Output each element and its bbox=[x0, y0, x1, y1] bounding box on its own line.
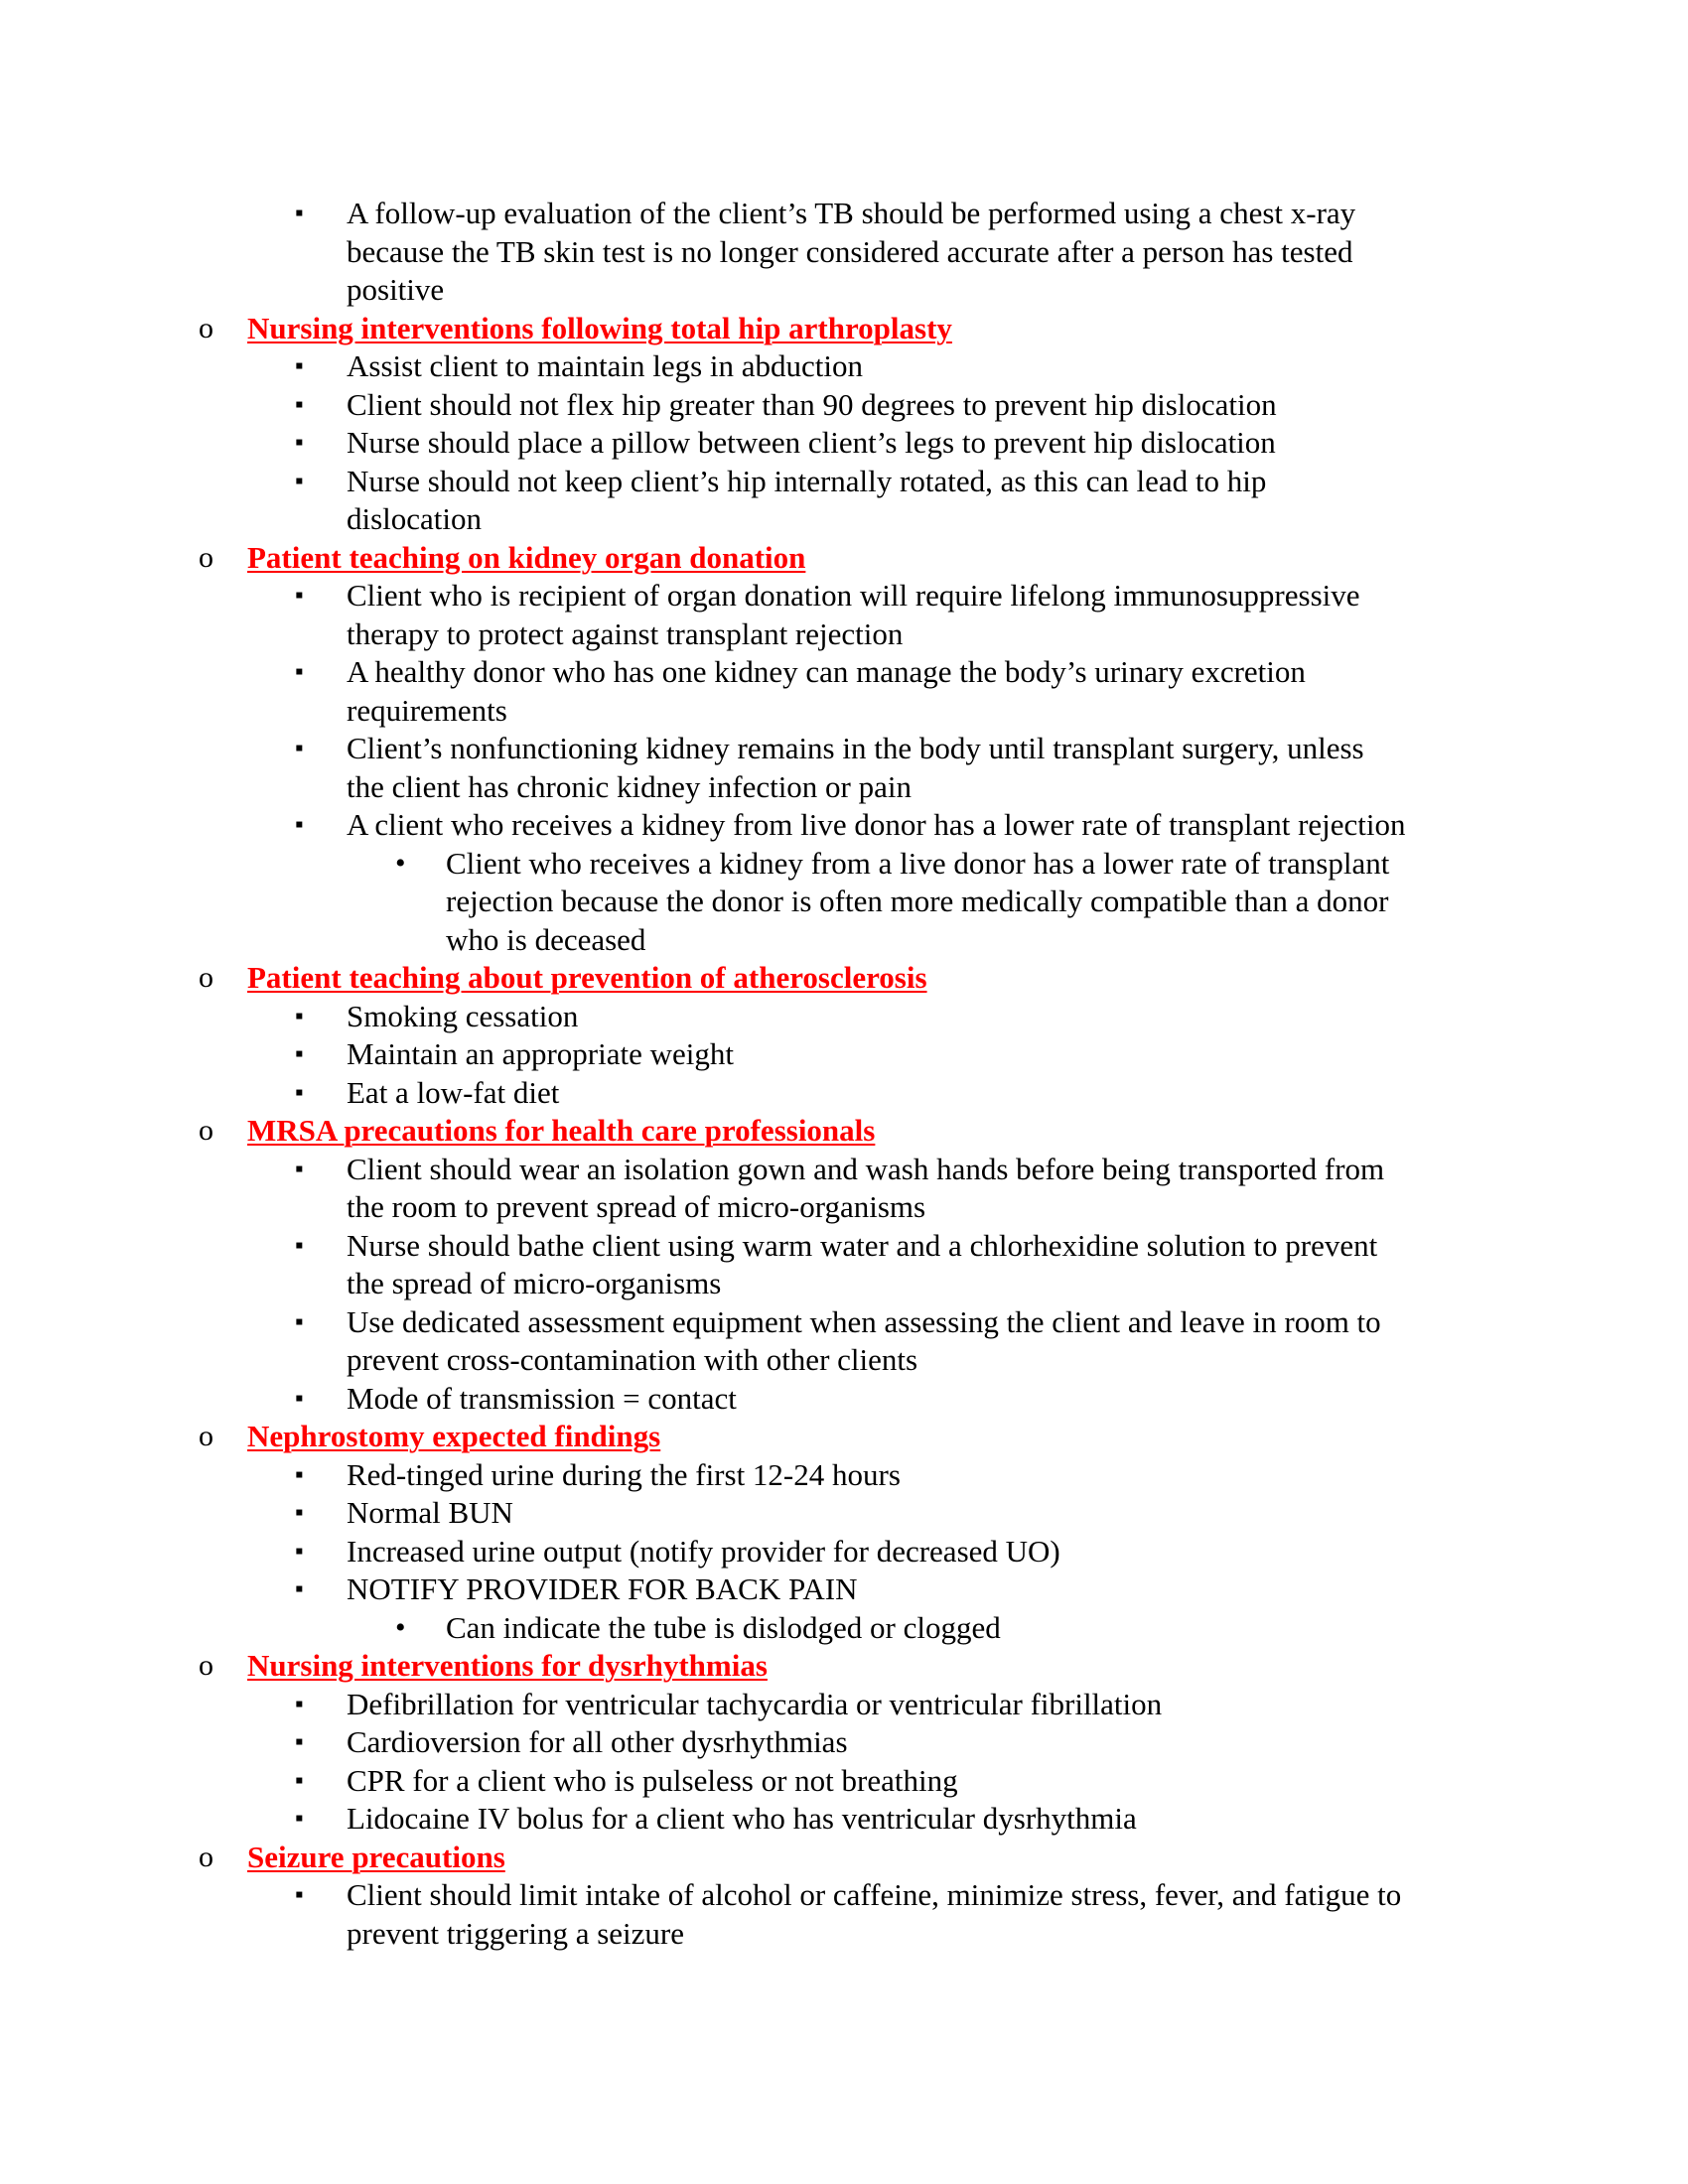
list-item-text: Smoking cessation bbox=[347, 998, 579, 1033]
square-bullet-icon: ▪ bbox=[295, 1767, 304, 1794]
list-item bbox=[0, 1074, 1688, 1113]
square-bullet-icon: ▪ bbox=[295, 1500, 304, 1526]
list-item-text: A healthy donor who has one kidney can manage the body’s urinary excretion bbox=[347, 654, 1306, 689]
square-bullet-icon: ▪ bbox=[295, 1041, 304, 1067]
list-item bbox=[0, 463, 1688, 501]
circle-bullet-icon: o bbox=[199, 1420, 213, 1452]
square-bullet-icon: ▪ bbox=[295, 1003, 304, 1029]
list-item-text: the client has chronic kidney infection or pain bbox=[347, 768, 913, 804]
square-bullet-icon: ▪ bbox=[295, 1882, 304, 1908]
list-item bbox=[0, 653, 1688, 692]
section-heading-text: Nursing interventions for dysrhythmias bbox=[247, 1648, 768, 1683]
list-item-text: Nurse should bathe client using warm water and a chlorhexidine solution to prevent bbox=[347, 1227, 1378, 1263]
list-item-continuation bbox=[0, 1915, 1688, 1954]
list-item bbox=[0, 1303, 1688, 1342]
list-item bbox=[0, 347, 1688, 386]
section-heading bbox=[0, 1839, 1688, 1877]
square-bullet-icon: ▪ bbox=[295, 1385, 304, 1412]
square-bullet-icon: ▪ bbox=[295, 430, 304, 456]
dot-bullet-icon: • bbox=[395, 846, 406, 880]
list-item-text: Client should not flex hip greater than 90 degrees to prevent hip dislocation bbox=[347, 386, 1277, 422]
list-item-text: A follow-up evaluation of the client’s TB should be performed using a chest x-ray bbox=[347, 196, 1356, 230]
list-item bbox=[0, 1533, 1688, 1571]
list-item-text: dislocation bbox=[347, 501, 483, 536]
list-item bbox=[0, 1456, 1688, 1495]
sub-list-item-text: Can indicate the tube is dislodged or clogged bbox=[446, 1609, 1001, 1645]
section-heading bbox=[0, 539, 1688, 578]
square-bullet-icon: ▪ bbox=[295, 1538, 304, 1565]
list-item-text: Lidocaine IV bolus for a client who has ventricular dysrhythmia bbox=[347, 1801, 1137, 1836]
section-heading bbox=[0, 959, 1688, 998]
square-bullet-icon: ▪ bbox=[295, 1308, 304, 1335]
list-item-text: requirements bbox=[347, 692, 507, 728]
list-item bbox=[0, 1494, 1688, 1533]
list-item-text: the room to prevent spread of micro-organisms bbox=[347, 1189, 926, 1224]
square-bullet-icon: ▪ bbox=[295, 1576, 304, 1602]
list-item-continuation bbox=[0, 271, 1688, 310]
circle-bullet-icon: o bbox=[199, 961, 213, 994]
list-item-text: positive bbox=[347, 272, 445, 307]
square-bullet-icon: ▪ bbox=[295, 1461, 304, 1488]
square-bullet-icon: ▪ bbox=[295, 353, 304, 379]
list-item bbox=[0, 730, 1688, 768]
list-item bbox=[0, 1686, 1688, 1724]
square-bullet-icon: ▪ bbox=[295, 659, 304, 685]
section-heading bbox=[0, 310, 1688, 348]
list-item-text: Client’s nonfunctioning kidney remains in the body until transplant surgery, unless bbox=[347, 731, 1364, 765]
list-item-text: Eat a low-fat diet bbox=[347, 1074, 560, 1110]
list-item bbox=[0, 1570, 1688, 1609]
list-item bbox=[0, 1723, 1688, 1762]
sub-list-item bbox=[0, 845, 1688, 884]
list-item bbox=[0, 386, 1688, 425]
list-item bbox=[0, 1876, 1688, 1915]
circle-bullet-icon: o bbox=[199, 1649, 213, 1682]
dot-bullet-icon: • bbox=[395, 1610, 406, 1644]
list-item-text: Use dedicated assessment equipment when assessing the client and leave in room to bbox=[347, 1303, 1381, 1339]
sub-list-item bbox=[0, 1609, 1688, 1648]
list-item-text: prevent cross-contamination with other clients bbox=[347, 1342, 918, 1377]
square-bullet-icon: ▪ bbox=[295, 1691, 304, 1717]
list-item-text: Client who is recipient of organ donation will require lifelong immunosuppressive bbox=[347, 578, 1360, 613]
circle-bullet-icon: o bbox=[199, 311, 213, 344]
list-item-text: Red-tinged urine during the first 12-24 hours bbox=[347, 1456, 901, 1492]
circle-bullet-icon: o bbox=[199, 1114, 213, 1147]
list-item-text: Nurse should not keep client’s hip internally rotated, as this can lead to hip bbox=[347, 463, 1267, 498]
section-heading-text: Patient teaching about prevention of atherosclerosis bbox=[247, 960, 927, 995]
list-item-continuation bbox=[0, 500, 1688, 539]
circle-bullet-icon: o bbox=[199, 540, 213, 574]
list-item-text: Increased urine output (notify provider for decreased UO) bbox=[347, 1533, 1060, 1569]
section-heading-text: MRSA precautions for health care professionals bbox=[247, 1113, 876, 1148]
list-item-text: Defibrillation for ventricular tachycardia or ventricular fibrillation bbox=[347, 1686, 1163, 1721]
list-item-text: Nurse should place a pillow between client’s legs to prevent hip dislocation bbox=[347, 425, 1276, 460]
sub-list-item-text: who is deceased bbox=[446, 921, 646, 957]
list-item-text: Cardioversion for all other dysrhythmias bbox=[347, 1724, 848, 1759]
square-bullet-icon: ▪ bbox=[295, 1079, 304, 1106]
list-item bbox=[0, 577, 1688, 615]
list-item bbox=[0, 424, 1688, 463]
list-item-text: prevent triggering a seizure bbox=[347, 1915, 684, 1951]
list-item bbox=[0, 195, 1688, 233]
square-bullet-icon: ▪ bbox=[295, 736, 304, 761]
list-item bbox=[0, 1800, 1688, 1839]
list-item-text: Maintain an appropriate weight bbox=[347, 1036, 734, 1071]
sub-list-item-text: Client who receives a kidney from a live donor has a lower rate of transplant bbox=[446, 845, 1390, 881]
square-bullet-icon: ▪ bbox=[295, 1156, 304, 1182]
circle-bullet-icon: o bbox=[199, 1840, 213, 1873]
list-item bbox=[0, 1227, 1688, 1266]
list-item-continuation bbox=[0, 768, 1688, 807]
section-heading-text: Nephrostomy expected findings bbox=[247, 1419, 661, 1453]
section-heading bbox=[0, 1112, 1688, 1151]
list-item bbox=[0, 998, 1688, 1036]
list-item bbox=[0, 1762, 1688, 1801]
list-item-text: Mode of transmission = contact bbox=[347, 1380, 737, 1416]
sub-list-item-continuation bbox=[0, 921, 1688, 960]
list-item-text: the spread of micro-organisms bbox=[347, 1266, 722, 1300]
list-item bbox=[0, 1151, 1688, 1189]
list-item-text: Assist client to maintain legs in abduction bbox=[347, 348, 864, 383]
square-bullet-icon: ▪ bbox=[295, 1806, 304, 1832]
square-bullet-icon: ▪ bbox=[295, 391, 304, 418]
list-item-text: Normal BUN bbox=[347, 1495, 513, 1530]
list-item-text: Client should wear an isolation gown and wash hands before being transported from bbox=[347, 1151, 1385, 1186]
square-bullet-icon: ▪ bbox=[295, 583, 304, 609]
square-bullet-icon: ▪ bbox=[295, 1232, 304, 1259]
square-bullet-icon: ▪ bbox=[295, 201, 304, 226]
list-item bbox=[0, 1035, 1688, 1074]
section-heading bbox=[0, 1647, 1688, 1686]
square-bullet-icon: ▪ bbox=[295, 1729, 304, 1755]
list-item-continuation bbox=[0, 1188, 1688, 1227]
section-heading-text: Seizure precautions bbox=[247, 1839, 505, 1874]
sub-list-item-text: rejection because the donor is often more medically compatible than a donor bbox=[446, 884, 1389, 918]
section-heading-text: Patient teaching on kidney organ donation bbox=[247, 539, 806, 575]
sub-list-item-continuation bbox=[0, 883, 1688, 921]
list-item-text: NOTIFY PROVIDER FOR BACK PAIN bbox=[347, 1571, 858, 1606]
section-heading bbox=[0, 1418, 1688, 1456]
list-item bbox=[0, 1380, 1688, 1419]
section-heading-text: Nursing interventions following total hip arthroplasty bbox=[247, 310, 952, 345]
square-bullet-icon: ▪ bbox=[295, 468, 304, 494]
list-item-continuation bbox=[0, 233, 1688, 272]
list-item-continuation bbox=[0, 615, 1688, 654]
list-item-text: therapy to protect against transplant rejection bbox=[347, 615, 904, 651]
document-page bbox=[0, 195, 1688, 1953]
list-item-text: A client who receives a kidney from live donor has a lower rate of transplant rejection bbox=[347, 807, 1406, 842]
list-item-text: because the TB skin test is no longer considered accurate after a person has tested bbox=[347, 233, 1353, 269]
list-item-text: CPR for a client who is pulseless or not breathing bbox=[347, 1762, 958, 1798]
square-bullet-icon: ▪ bbox=[295, 812, 304, 838]
list-item bbox=[0, 806, 1688, 845]
list-item-text: Client should limit intake of alcohol or caffeine, minimize stress, fever, and fatigue to bbox=[347, 1877, 1402, 1912]
list-item-continuation bbox=[0, 692, 1688, 731]
list-item-continuation bbox=[0, 1341, 1688, 1380]
list-item-continuation bbox=[0, 1265, 1688, 1303]
